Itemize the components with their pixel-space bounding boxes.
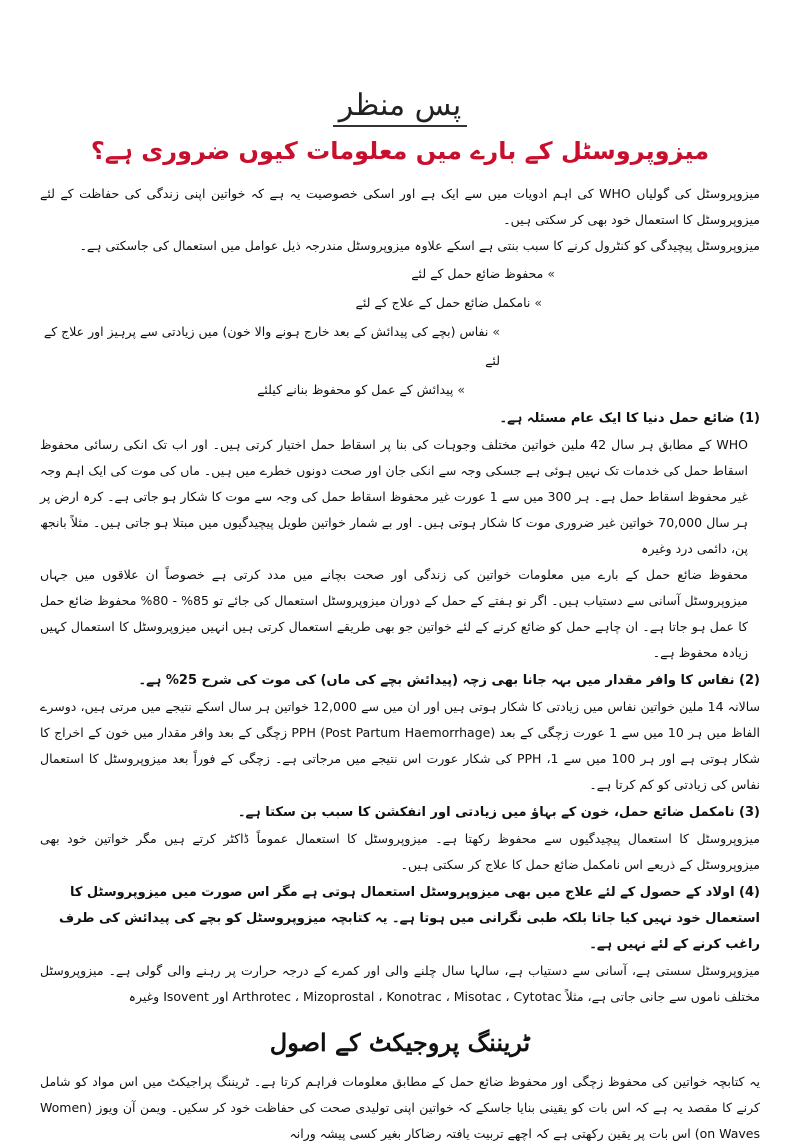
section-heading-4: (4) اولاد کے حصول کے لئے علاج میں بھی میزوپروسٹل استعمال ہوتی ہے مگر اس صورت میں میزوپروسٹل کا استعمال خود نہیں کیا جاتا بلکہ طبی نگرانی میں ہوتا ہے۔ یہ کتابچہ میزوپروسٹل کو بچے کی پیدائش کی طرف راغب کرنے کے لئے نہیں ہے۔ — [59, 885, 760, 952]
uses-list — [40, 259, 760, 404]
section-heading-2: (2) نفاس کا وافر مقدار میں بہہ جانا بھی زچہ (پیدائش بچے کی ماں) کی موت کی شرح 25% ہے۔ — [138, 673, 760, 688]
section-1-paragraph-1: WHO کے مطابق ہر سال 42 ملین خواتین مختلف وجوہات کی بنا پر اسقاط حمل اختیار کرتی ہیں۔ اور اب تک انکی رسائی محفوظ اسقاط حمل کی خدمات تک نہیں ہوئی ہے جسکی وجہ سے انکی جان اور صحت دونوں خطرے میں ہیں۔ ماں کی موت کی ایک اہم وجہ غیر محفوظ اسقاط حمل ہے۔ ہر 300 میں سے 1 عورت غیر محفوظ اسقاط حمل کی وجہ سے موت کا شکار ہو جاتی ہے۔ کرہ ارض پر ہر سال 70,000 خواتین غیر ضروری موت کا شکار ہوتی ہیں۔ اور بے شمار خواتین طویل پیچیدگیوں میں مبتلا ہو جاتی ہیں۔ مثلاً بانجھ پن، دائمی درد وغیرہ — [40, 437, 749, 556]
section-title — [40, 88, 760, 123]
section-4-paragraph-1: میزوپروسٹل سستی ہے، آسانی سے دستیاب ہے، سالہا سال چلنے والی اور کمرے کے درجہ حرارت پر رہنے والی گولی ہے۔ میزوپروسٹل مختلف ناموں سے جانی جاتی ہے، مثلاً Arthrotec ، Mizoprostal ، Konotrac ، Misotac ، Cytotac اور Isovent وغیرہ — [40, 963, 760, 1004]
intro-paragraph-2: میزوپروسٹل پیچیدگی کو کنٹرول کرنے کا سبب بنتی ہے اسکے علاوہ میزوپروسٹل مندرجہ ذیل عوامل میں استعمال کی جاسکتی ہے۔ — [79, 238, 760, 253]
section-2-paragraph-1: سالانہ 14 ملین خواتین نفاس میں زیادتی کا شکار ہوتی ہیں اور ان میں سے 12,000 خواتین ہر سال اسکے نتیجے میں مرتی ہیں، دوسرے الفاظ میں ہر 10 میں سے 1 عورت زچگی کے بعد PPH (Post Partum Haemorrhage) زچگی کے بعد وافر مقدار میں خون کے اخراج کا شکار ہوتی ہے اور ہر 100 میں سے 1، PPH کی شکار عورت اس نتیجے میں مرجاتی ہے۔ زچگی کے فوراً بعد میزوپروسٹل کا استعمال نفاس کی زیادتی کو کم کرتا ہے۔ — [40, 699, 761, 792]
section-title-text: پس منظر — [333, 88, 467, 127]
section-heading-3: (3) نامکمل ضائع حمل، خون کے بہاؤ میں زیادتی اور انفکشن کا سبب بن سکتا ہے۔ — [237, 805, 760, 820]
list-item: » نفاس (بچے کی پیدائش کے بعد خارج ہونے والا خون) میں زیادتی سے پرہیز اور علاج کے لئے — [40, 317, 760, 375]
closing-paragraph: یہ کتابچہ خواتین کی محفوظ زچگی اور محفوظ ضائع حمل کے مطابق معلومات فراہم کرتا ہے۔ ٹریننگ پراجیکٹ میں اس مواد کو شامل کرنے کا مقصد یہ ہے کہ اس بات کو یقینی بنایا جاسکے کہ خواتین اپنی تولیدی صحت کی حفاظت خود کر سکیں۔ ویمن آن ویوز (Women on Waves) اس بات پر یقین رکھتی ہے کہ اچھے تربیت یافتہ رضاکار بغیر کسی پیشہ ورانہ — [40, 1074, 760, 1141]
list-item: » پیدائش کے عمل کو محفوظ بنانے کیلئے — [40, 375, 760, 404]
list-item: » محفوظ ضائع حمل کے لئے — [40, 259, 760, 288]
section-3-paragraph-1: میزوپروسٹل کا استعمال پیچیدگیوں سے محفوظ رکھتا ہے۔ میزوپروسٹل کا استعمال عموماً ڈاکٹر کرتے ہیں مگر خواتین خود بھی میزوپروسٹل کے ذریعے اس نامکمل ضائع حمل کا علاج کر سکتی ہیں۔ — [40, 831, 760, 872]
list-item: » نامکمل ضائع حمل کے علاج کے لئے — [40, 288, 760, 317]
section-1-paragraph-2: محفوظ ضائع حمل کے بارے میں معلومات خواتین کی زندگی اور صحت بچانے میں مدد کرتی ہے خصوصاً ان علاقوں میں جہاں میزوپروسٹل آسانی سے دستیاب ہیں۔ اگر نو ہفتے کے حمل کے دوران میزوپروسٹل استعمال کی جائے تو 85% - 80% محفوظ ضائع حمل کا عمل ہو جاتا ہے۔ ان چاہے حمل کو ضائع کرنے کے لئے خواتین جو بھی طریقے استعمال کرتی ہیں انہیں میزوپروسٹل کا استعمال کہیں زیادہ محفوظ ہے۔ — [40, 567, 748, 660]
section-heading-1: (1) ضائع حمل دنیا کا ایک عام مسئلہ ہے۔ — [499, 411, 760, 426]
main-title: میزوپروسٹل کے بارے میں معلومات کیوں ضروری ہے؟ — [90, 137, 710, 165]
training-principles-title: ٹریننگ پروجیکٹ کے اصول — [269, 1028, 531, 1057]
intro-paragraph-1: میزوپروسٹل کی گولیاں WHO کی اہم ادویات میں سے ایک ہے اور اسکی خصوصیت یہ ہے کہ خواتین اپنی زندگی کی حفاظت کے لئے میزوپروسٹل کا استعمال خود بھی کر سکتی ہیں۔ — [40, 186, 761, 227]
